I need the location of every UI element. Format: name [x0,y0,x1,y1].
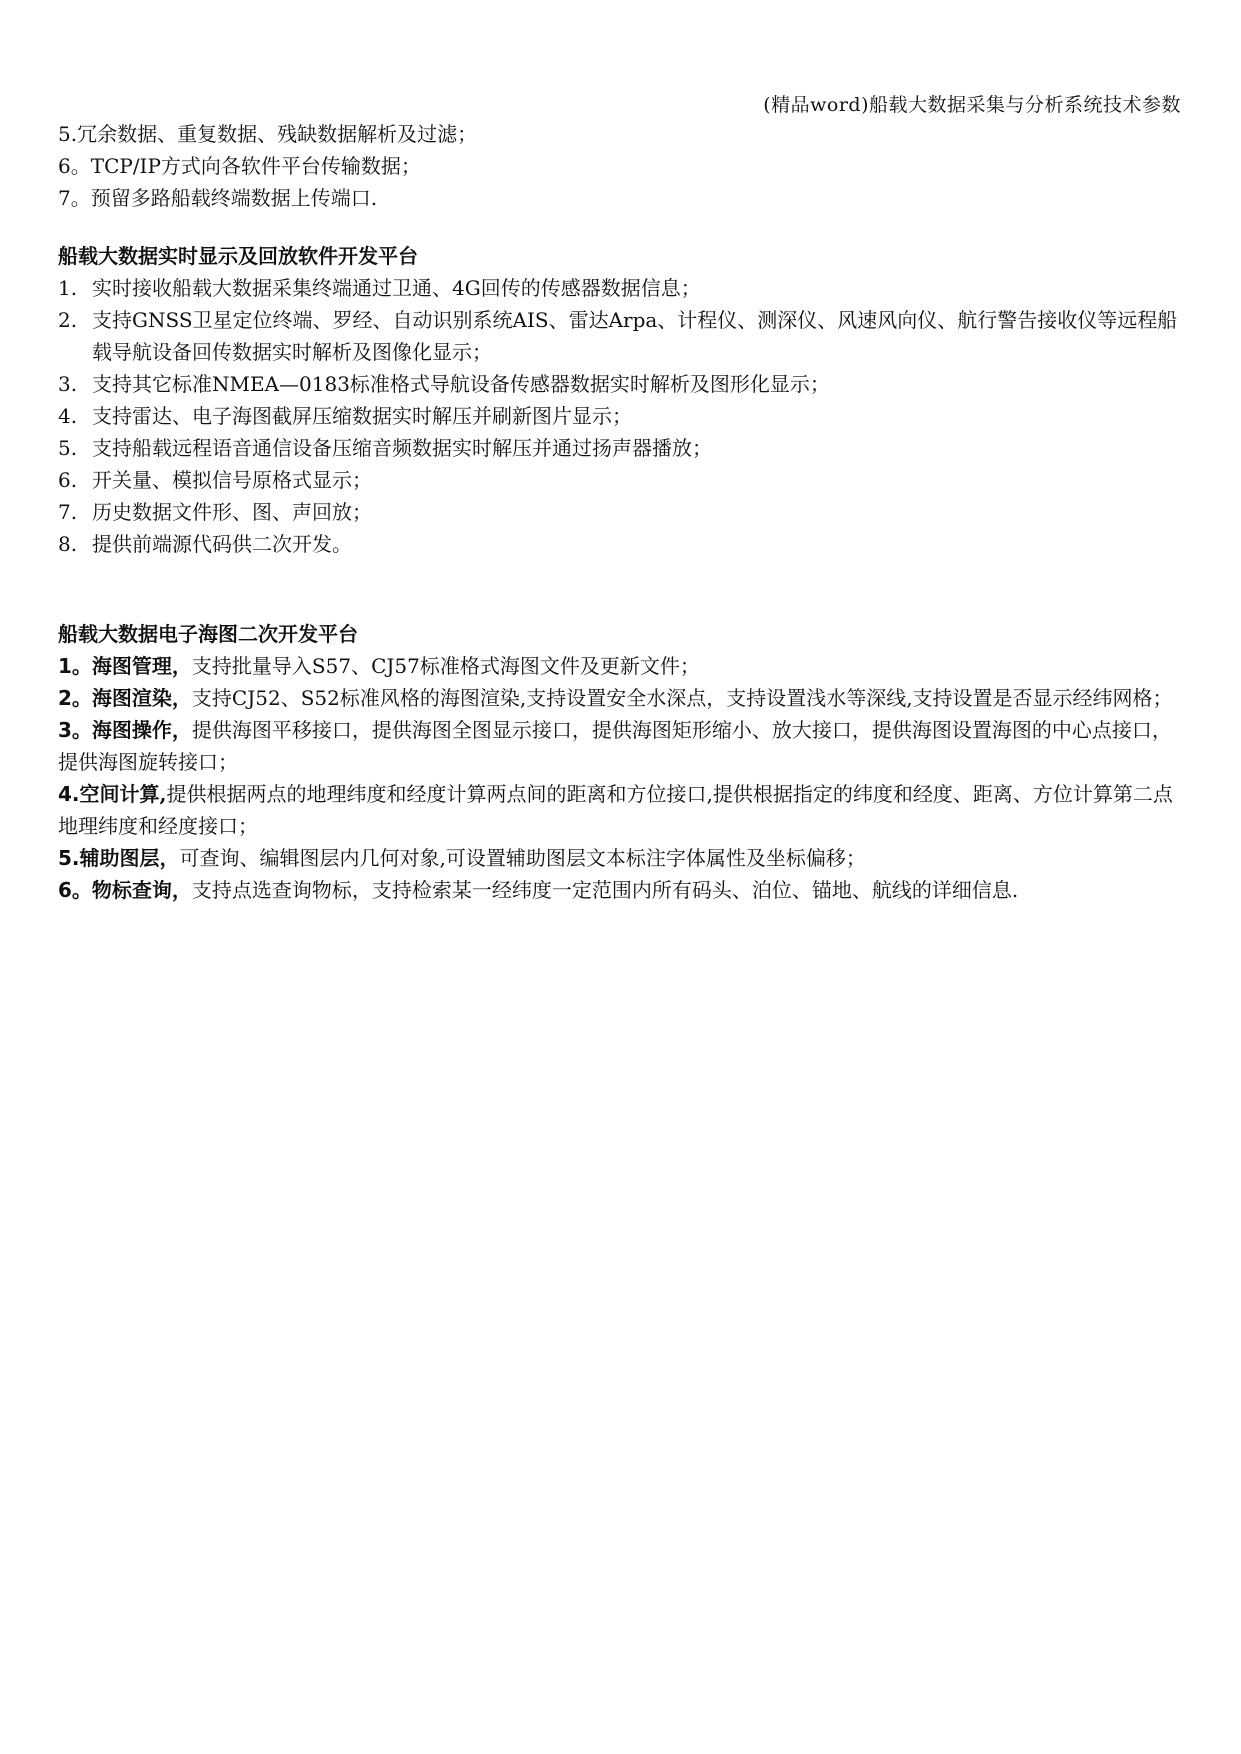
feature-text: 提供根据两点的地理纬度和经度计算两点间的距离和方位接口,提供根据指定的纬度和经度、距离、方位计算第二点地理纬度和经度接口； [58,782,1173,838]
feature-item [58,842,1182,874]
list-item [58,272,1182,304]
feature-item [58,778,1182,842]
feature-text: 提供海图平移接口，提供海图全图显示接口，提供海图矩形缩小、放大接口，提供海图设置海图的中心点接口，提供海图旋转接口； [58,718,1172,774]
document-body [58,118,1182,906]
feature-item [58,650,1182,682]
feature-text: 支持点选查询物标，支持检索某一经纬度一定范围内所有码头、泊位、锚地、航线的详细信息. [191,878,1019,902]
list-item-number: 7. [58,500,78,524]
feature-title: 海图渲染， [91,686,192,710]
feature-text: 可查询、编辑图层内几何对象,可设置辅助图层文本标注字体属性及坐标偏移； [179,846,866,870]
section-heading-electronic-chart: 船载大数据电子海图二次开发平台 [58,622,358,646]
list-item [58,304,1182,368]
list-item-number: 6. [58,468,78,492]
list-item-text: 支持雷达、电子海图截屏压缩数据实时解压并刷新图片显示； [92,404,632,428]
feature-number: 6。 [58,878,92,902]
list-item-text: 实时接收船载大数据采集终端通过卫通、4G回传的传感器数据信息； [92,276,701,300]
feature-item [58,874,1182,906]
list-item [58,368,1182,400]
realtime-display-list [58,272,1182,560]
list-item-text: 历史数据文件形、图、声回放； [92,500,372,524]
feature-number: 2。 [58,686,92,710]
feature-text: 支持CJ52、S52标准风格的海图渲染,支持设置安全水深点，支持设置浅水等深线,支持设置是否显示经纬网格； [191,686,1173,710]
feature-title: 辅助图层， [79,846,180,870]
list-item [58,400,1182,432]
section-heading-realtime-display: 船载大数据实时显示及回放软件开发平台 [58,244,418,268]
feature-number: 5. [58,846,80,870]
list-item-text: 开关量、模拟信号原格式显示； [92,468,372,492]
list-item-text: 支持其它标准NMEA—0183标准格式导航设备传感器数据实时解析及图形化显示； [92,372,830,396]
feature-title: 物标查询， [91,878,192,902]
feature-number: 3。 [58,718,92,742]
list-item [58,528,1182,560]
feature-item [58,714,1182,778]
list-item-text: 提供前端源代码供二次开发。 [92,532,352,556]
list-item [58,432,1182,464]
list-item-text: 支持船载远程语音通信设备压缩音频数据实时解压并通过扬声器播放； [92,436,712,460]
feature-title: 海图管理， [91,654,192,678]
list-item-number: 5. [58,436,78,460]
feature-item [58,682,1182,714]
list-item-number: 8. [58,532,78,556]
list-item-text: 支持GNSS卫星定位终端、罗经、自动识别系统AIS、雷达Arpa、计程仪、测深仪、风速风向仪、航行警告接收仪等远程船载导航设备回传数据实时解析及图像化显示； [92,308,1178,364]
feature-title: 空间计算, [79,782,167,806]
intro-item: 7。预留多路船载终端数据上传端口. [58,186,378,210]
intro-item: 6。TCP/IP方式向各软件平台传输数据； [58,154,421,178]
list-item-number: 2. [58,308,78,332]
running-header: (精品word)船载大数据采集与分析系统技术参数 [763,94,1181,116]
list-item [58,496,1182,528]
feature-number: 4. [58,782,80,806]
list-item-number: 1. [58,276,78,300]
electronic-chart-list [58,650,1182,906]
list-item-number: 3. [58,372,78,396]
feature-number: 1。 [58,654,92,678]
list-item [58,464,1182,496]
list-item-number: 4. [58,404,78,428]
feature-title: 海图操作， [91,718,192,742]
intro-item: 5.冗余数据、重复数据、残缺数据解析及过滤； [58,122,478,146]
feature-text: 支持批量导入S57、CJ57标准格式海图文件及更新文件； [191,654,700,678]
